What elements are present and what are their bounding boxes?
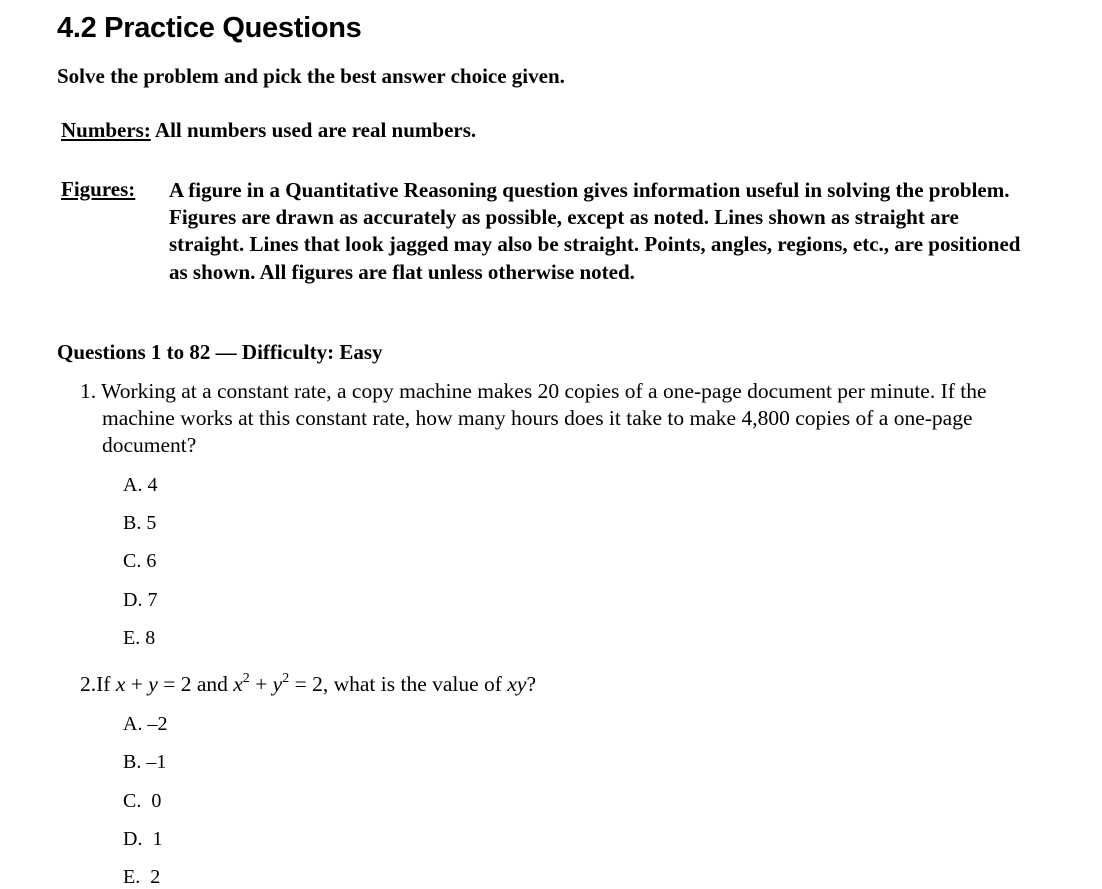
- question-number: 2.: [80, 672, 97, 696]
- option-letter: A.: [123, 474, 143, 496]
- option-letter: E.: [123, 627, 141, 649]
- option-value: –1: [146, 751, 167, 773]
- section-heading: Questions 1 to 82 — Difficulty: Easy: [57, 340, 383, 364]
- answer-option[interactable]: [123, 713, 167, 736]
- numbers-label: Numbers:: [61, 118, 151, 142]
- question-text: +: [249, 672, 273, 696]
- option-value: –2: [147, 713, 168, 735]
- option-letter: C.: [123, 790, 142, 812]
- page-title: 4.2 Practice Questions: [57, 12, 362, 44]
- figures-label: Figures:: [61, 177, 136, 201]
- option-value: 0: [146, 790, 162, 812]
- option-letter: D.: [123, 828, 143, 850]
- question-text: = 2, what is the value of: [289, 672, 508, 696]
- variable-y: y: [272, 672, 283, 696]
- question-number: 1.: [80, 379, 97, 403]
- option-letter: C.: [123, 550, 142, 572]
- numbers-note: [61, 118, 476, 143]
- variable-x: x: [115, 672, 126, 696]
- question-1: [80, 378, 1062, 459]
- variable-xy: xy: [507, 672, 527, 696]
- answer-option[interactable]: [123, 866, 160, 889]
- option-value: 6: [146, 550, 157, 572]
- option-value: 7: [147, 589, 158, 611]
- answer-option[interactable]: [123, 828, 162, 851]
- question-text: +: [125, 672, 149, 696]
- question-text: If: [96, 672, 116, 696]
- answer-option[interactable]: [123, 550, 156, 573]
- option-value: 4: [147, 474, 158, 496]
- answer-option[interactable]: [123, 751, 166, 774]
- numbers-text: All numbers used are real numbers.: [154, 118, 477, 142]
- answer-option[interactable]: [123, 512, 156, 535]
- question-text: Working at a constant rate, a copy machine makes 20 copies of a one-page document per minute. If the machine works at this constant rate, how many hours does it take to make 4,800 copies of a one-page document?: [101, 379, 987, 457]
- question-text: = 2 and: [157, 672, 234, 696]
- answer-option[interactable]: [123, 627, 155, 650]
- exponent: 2: [242, 671, 250, 686]
- option-letter: E.: [123, 866, 141, 888]
- option-letter: A.: [123, 713, 143, 735]
- option-letter: B.: [123, 751, 142, 773]
- option-letter: D.: [123, 589, 143, 611]
- option-value: 1: [147, 828, 163, 850]
- variable-x: x: [233, 672, 243, 696]
- option-value: 8: [145, 627, 156, 649]
- question-text: ?: [526, 672, 536, 696]
- option-value: 2: [145, 866, 161, 888]
- answer-option[interactable]: [123, 790, 161, 813]
- exponent: 2: [282, 671, 290, 686]
- variable-y: y: [148, 672, 158, 696]
- option-value: 5: [146, 512, 157, 534]
- answer-option[interactable]: [123, 474, 157, 497]
- answer-option[interactable]: [123, 589, 157, 612]
- figures-text: A figure in a Quantitative Reasoning question gives information useful in solving the problem. Figures are drawn as accurately as possible, except as noted. Lines shown as straight are straight. Lines that look jagged may also be straight. Points, angles, regions, etc., are positioned as shown. All figures are flat unless otherwise noted.: [169, 178, 1021, 284]
- instructions: Solve the problem and pick the best answer choice given.: [57, 64, 565, 88]
- question-2: [80, 672, 536, 697]
- option-letter: B.: [123, 512, 142, 534]
